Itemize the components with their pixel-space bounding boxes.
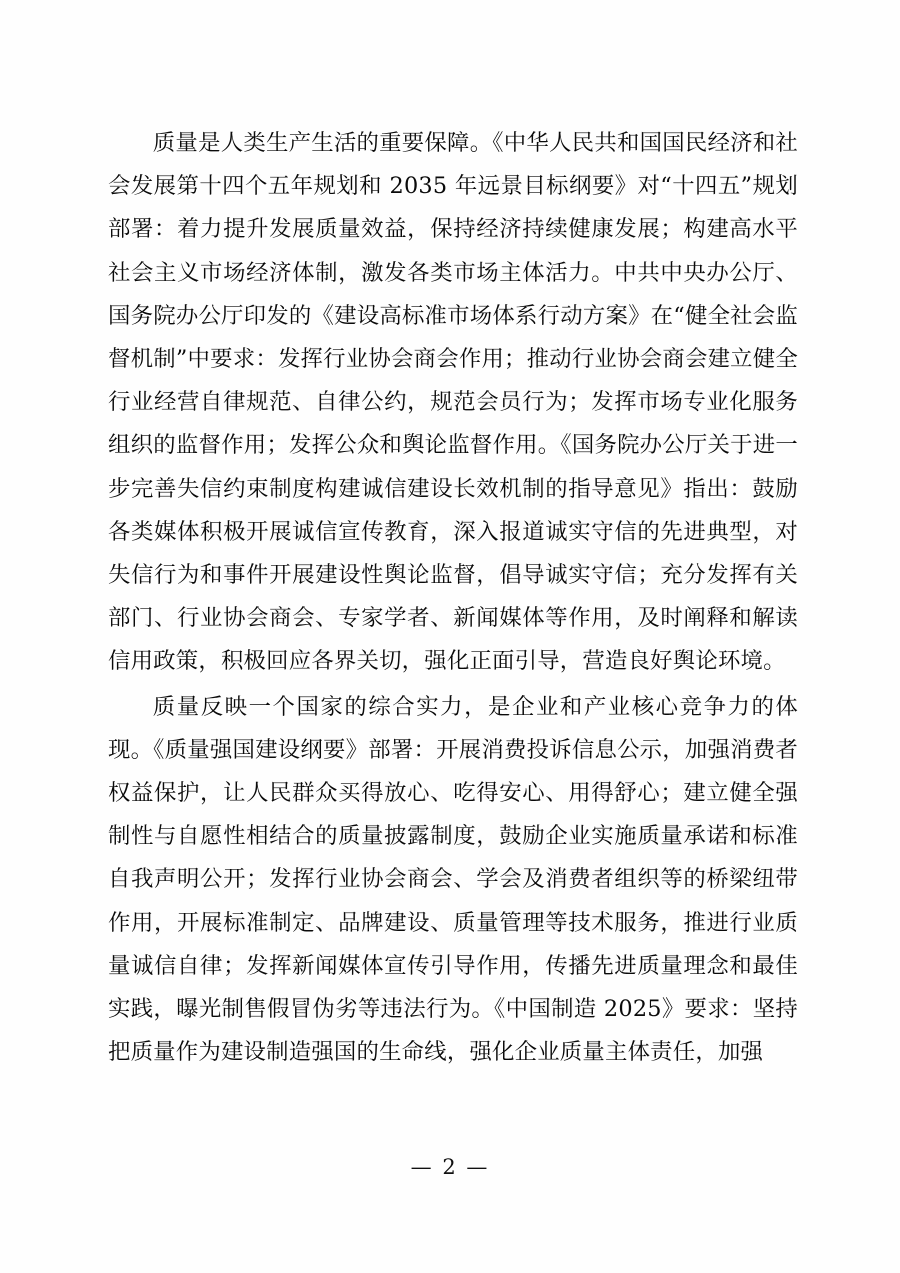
document-body — [108, 122, 798, 1074]
paragraph-2: 质量反映一个国家的综合实力，是企业和产业核心竞争力的体现。《质量强国建设纲要》部署：开展消费投诉信息公示，加强消费者权益保护，让人民群众买得放心、吃得安心、用得舒心；建立健全强制性与自愿性相结合的质量披露制度，鼓励企业实施质量承诺和标准自我声明公开；发挥行业协会商会、学会及消费者组织等的桥梁纽带作用，开展标准制定、品牌建设、质量管理等技术服务，推进行业质量诚信自律；发挥新闻媒体宣传引导作用，传播先进质量理念和最佳实践，曝光制售假冒伪劣等违法行为。《中国制造 2025》要求：坚持把质量作为建设制造强国的生命线，强化企业质量主体责任，加强 — [108, 693, 798, 1066]
page-number: — 2 — — [410, 1155, 490, 1179]
paragraph-1: 质量是人类生产生活的重要保障。《中华人民共和国国民经济和社会发展第十四个五年规划和 2035 年远景目标纲要》对“十四五”规划部署：着力提升发展质量效益，保持经济持续健康发展；构建高水平社会主义市场经济体制，激发各类市场主体活力。中共中央办公厅、国务院办公厅印发的《建设高标准市场体系行动方案》在“健全社会监督机制”中要求：发挥行业协会商会作用；推动行业协会商会建立健全行业经营自律规范、自律公约，规范会员行为；发挥市场专业化服务组织的监督作用；发挥公众和舆论监督作用。《国务院办公厅关于进一步完善失信约束制度构建诚信建设长效机制的指导意见》指出：鼓励各类媒体积极开展诚信宣传教育，深入报道诚实守信的先进典型，对失信行为和事件开展建设性舆论监督，倡导诚实守信；充分发挥有关部门、行业协会商会、专家学者、新闻媒体等作用，及时阐释和解读信用政策，积极回应各界关切，强化正面引导，营造良好舆论环境。 — [108, 130, 798, 675]
